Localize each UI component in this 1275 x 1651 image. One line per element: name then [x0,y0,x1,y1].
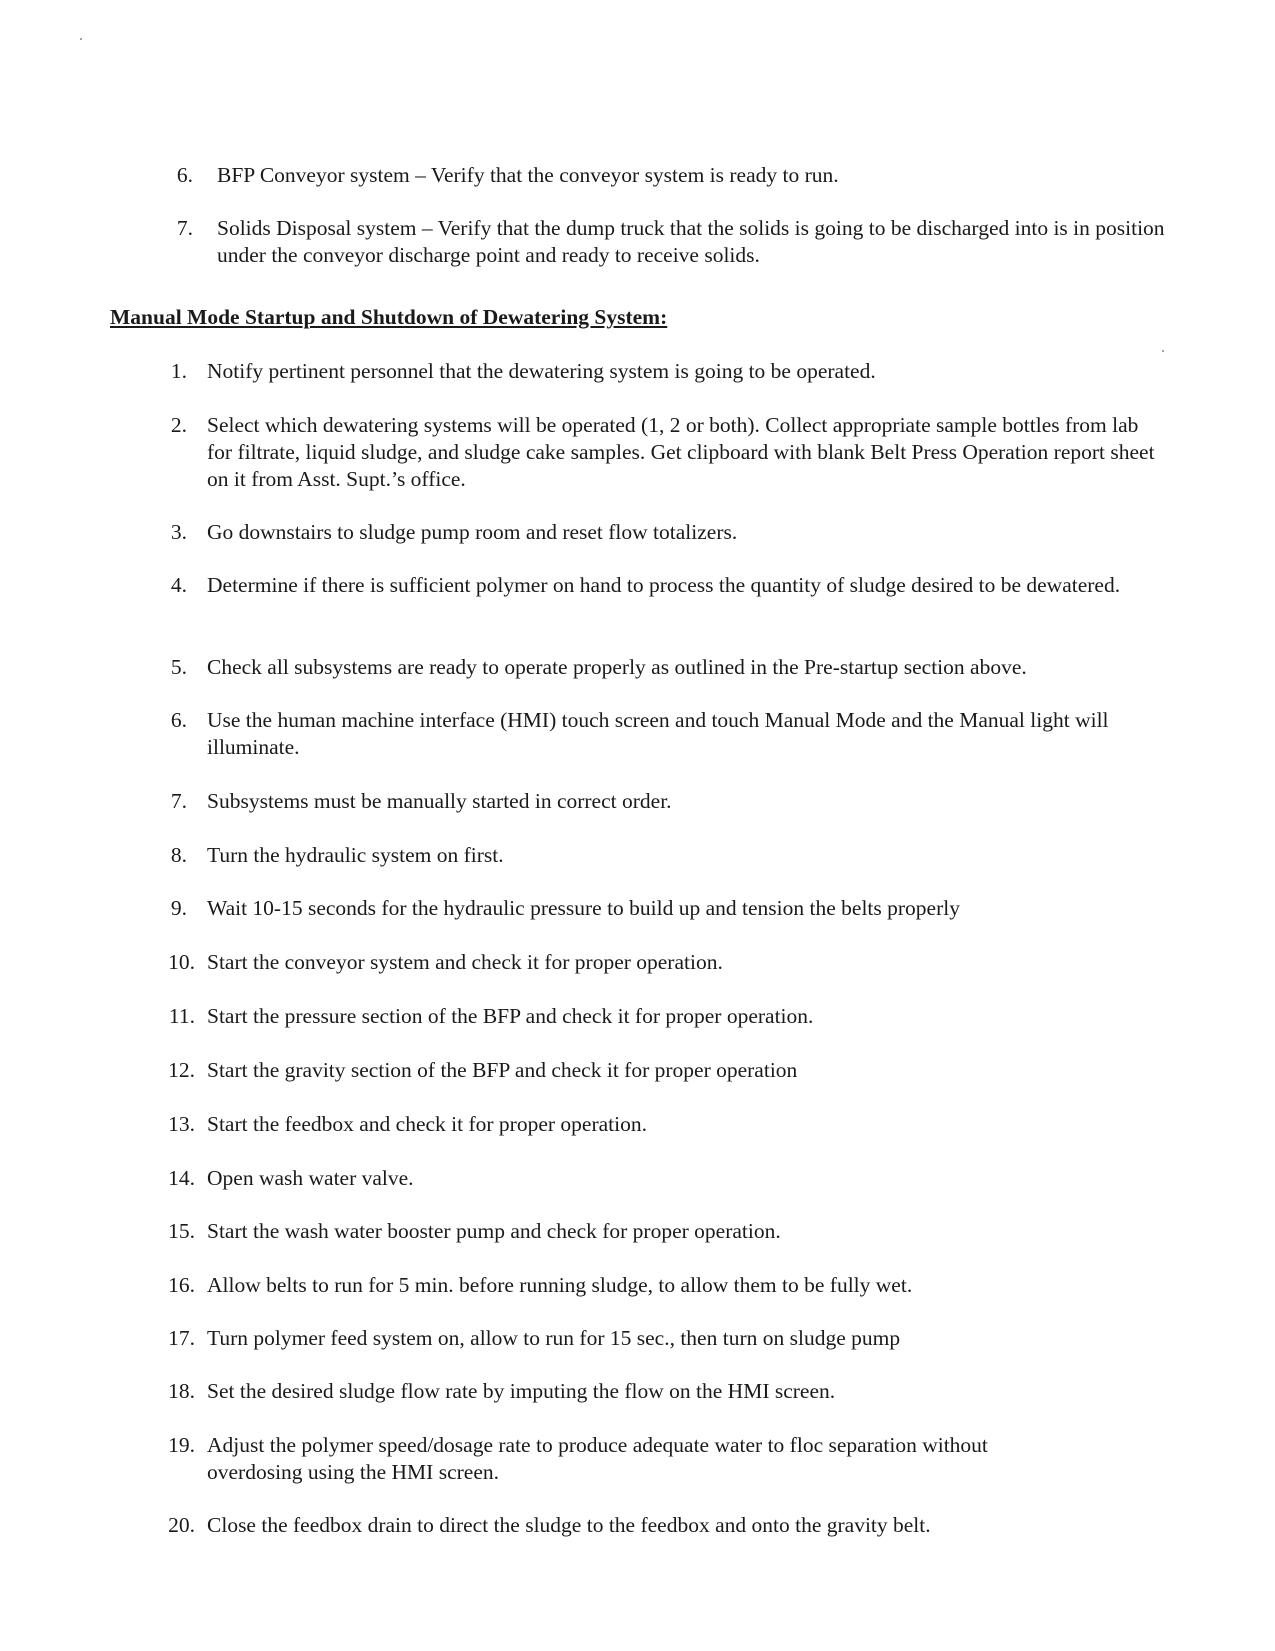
list-text: Start the pressure section of the BFP and check it for proper operation. [207,1004,814,1028]
list-number: 10. [168,950,195,974]
list-text: Turn polymer feed system on, allow to run for 15 sec., then turn on sludge pump [207,1326,901,1350]
list-text: Determine if there is sufficient polymer on hand to process the quantity of sludge desired to be dewatered. [207,573,1121,597]
list-text: Solids Disposal system – Verify that the dump truck that the solids is going to be discharged into is in position under the conveyor discharge point and ready to receive solids. [217,216,1165,267]
list-text: Set the desired sludge flow rate by imputing the flow on the HMI screen. [207,1379,836,1403]
list-number: 7. [170,789,187,813]
list-number: 6. [176,163,193,187]
list-text: Wait 10-15 seconds for the hydraulic pressure to build up and tension the belts properly [207,896,960,920]
list-text: Subsystems must be manually started in correct order. [207,789,672,813]
list-number: 18. [168,1379,195,1403]
list-number: 14. [168,1166,195,1190]
list-text: BFP Conveyor system – Verify that the conveyor system is ready to run. [217,163,839,187]
list-number: 16. [168,1273,195,1297]
list-text: Open wash water valve. [207,1166,414,1190]
list-number: 3. [170,520,187,544]
scan-speck [1162,350,1164,352]
list-number: 9. [170,896,187,920]
section-heading: Manual Mode Startup and Shutdown of Dewatering System: [110,305,668,329]
list-text: Start the gravity section of the BFP and check it for proper operation [207,1058,798,1082]
list-text: Start the feedbox and check it for proper operation. [207,1112,647,1136]
list-text: Check all subsystems are ready to operate properly as outlined in the Pre-startup section above. [207,655,1027,679]
list-number: 12. [168,1058,195,1082]
list-text: Use the human machine interface (HMI) touch screen and touch Manual Mode and the Manual light will illuminate. [207,708,1109,759]
list-text: Close the feedbox drain to direct the sludge to the feedbox and onto the gravity belt. [207,1513,931,1537]
list-number: 15. [168,1219,195,1243]
list-text: Start the conveyor system and check it for proper operation. [207,950,723,974]
list-text: Turn the hydraulic system on first. [207,843,504,867]
list-text: Select which dewatering systems will be operated (1, 2 or both). Collect appropriate sample bottles from lab for filtrate, liquid sludge, and sludge cake samples. Get clipboard with blank Belt Press Operation report sheet on it from Asst. Supt.’s office. [207,413,1155,491]
list-number: 1. [170,359,187,383]
list-text: Notify pertinent personnel that the dewatering system is going to be operated. [207,359,876,383]
list-number: 5. [170,655,187,679]
list-text: Go downstairs to sludge pump room and reset flow totalizers. [207,520,738,544]
list-text: Start the wash water booster pump and check for proper operation. [207,1219,781,1243]
list-number: 2. [170,413,187,437]
list-number: 7. [176,216,193,240]
list-number: 17. [168,1326,195,1350]
list-number: 19. [168,1433,195,1457]
list-number: 8. [170,843,187,867]
list-number: 4. [170,573,187,597]
list-number: 11. [168,1004,195,1028]
list-number: 13. [168,1112,195,1136]
list-text: Allow belts to run for 5 min. before running sludge, to allow them to be fully wet. [207,1273,913,1297]
list-number: 20. [168,1513,195,1537]
scan-speck [80,38,82,40]
list-text: Adjust the polymer speed/dosage rate to produce adequate water to floc separation without overdosing using the HMI screen. [207,1433,988,1484]
list-number: 6. [170,708,187,732]
